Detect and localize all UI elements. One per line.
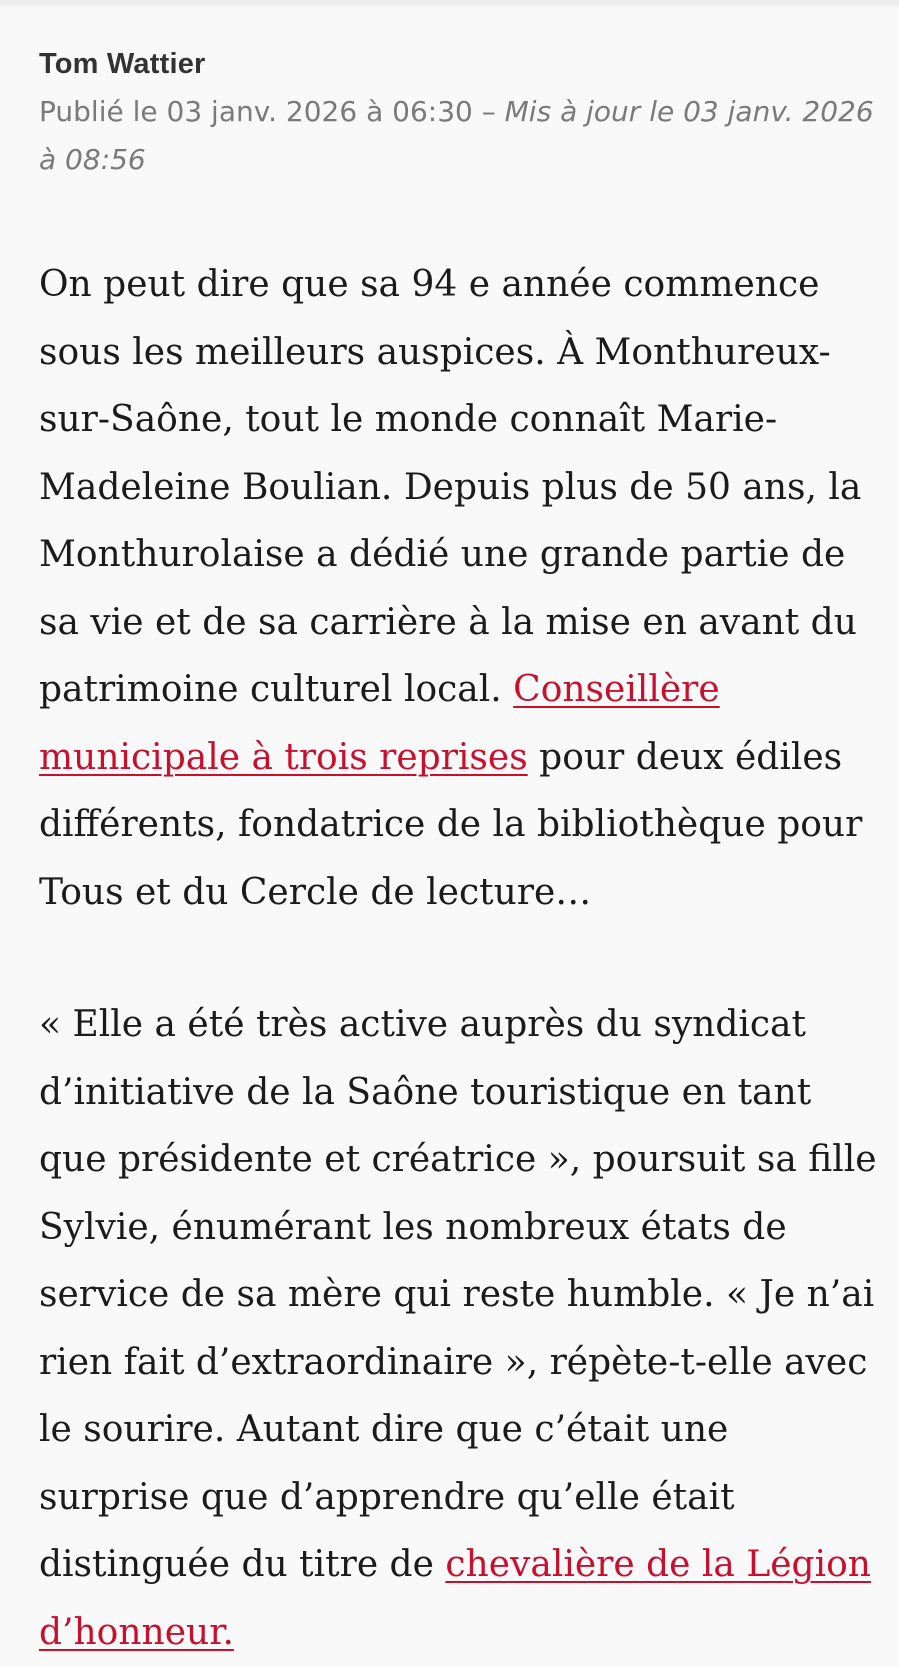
updated-date: Mis à jour le 03 janv. 2026 à 08:56	[39, 95, 874, 176]
paragraph-2-text: « Elle a été très active auprès du syndicat d’initiative de la Saône touristique en tant que présidente et créatrice », poursuit sa fille Sylvie, énumérant les nombreux états de service de sa mère qui reste humble. « Je n’ai rien fait d’extraordinaire », répète-t-elle avec le sourire. Autant dire que c’était une surprise que d’apprendre qu’elle était distinguée du titre de	[39, 1004, 877, 1585]
date-separator: –	[472, 95, 505, 128]
paragraph-1-text: On peut dire que sa 94 e année commence sous les meilleurs auspices. À Monthureux-sur-Saône, tout le monde connaît Marie-Madeleine Boulian. Depuis plus de 50 ans, la Monthurolaise a dédié une grande partie de sa vie et de sa carrière à la mise en avant du patrimoine culturel local.	[39, 264, 862, 710]
published-date: Publié le 03 janv. 2026 à 06:30	[39, 95, 473, 128]
article	[39, 44, 879, 1666]
conseillere-municipale-link[interactable]: Conseillère municipale à trois reprises	[39, 669, 720, 778]
legion-honneur-link[interactable]: chevalière de la Légion d’honneur.	[39, 1544, 871, 1653]
article-dates	[39, 88, 879, 184]
top-divider	[0, 0, 899, 5]
paragraph-1	[39, 251, 879, 926]
paragraph-1-text-end: pour deux édiles différents, fondatrice de la bibliothèque pour Tous et du Cercle de lecture…	[39, 736, 863, 913]
author-name: Tom Wattier	[39, 48, 206, 80]
paragraph-2	[39, 991, 879, 1666]
